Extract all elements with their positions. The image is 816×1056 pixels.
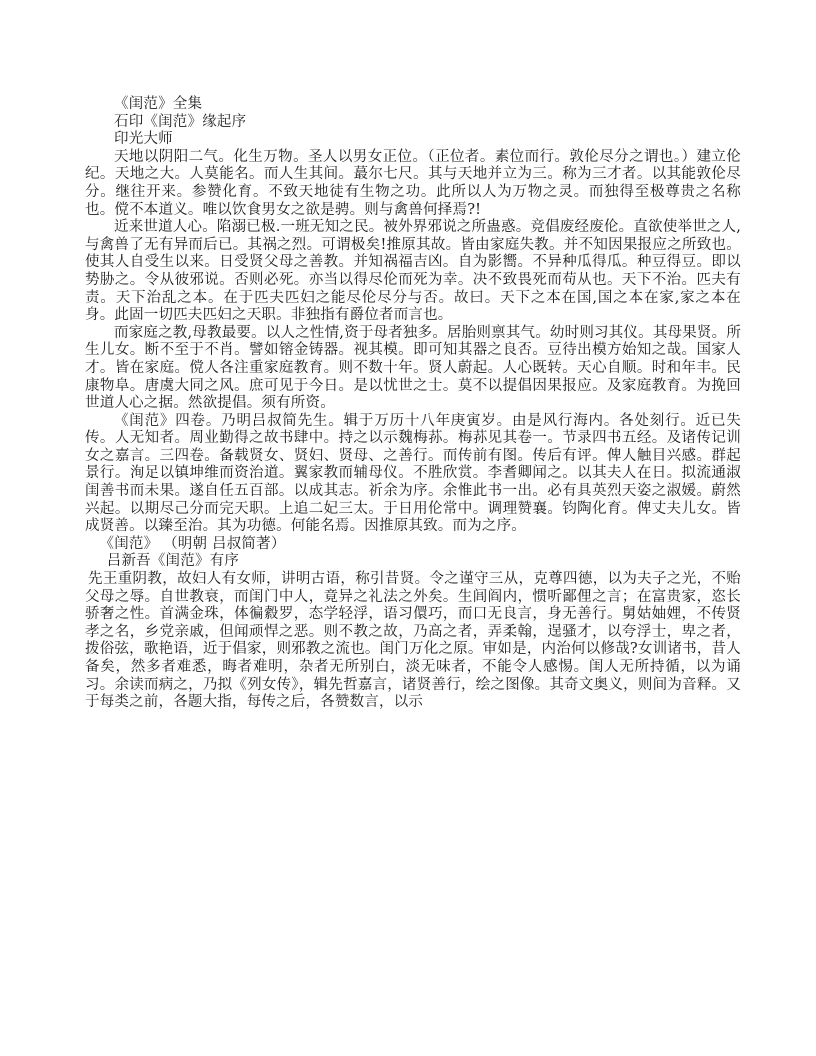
preface1-paragraph-3: 而家庭之教,母教最要。以人之性情,资于母者独多。居胎则禀其气。幼时则习其仪。其母果贤。所生儿女。断不至于不肖。譬如镕金铸器。视其模。即可知其器之良否。豆待出模方始知之哉。国家人才。皆在家庭。傥人各注重家庭教育。则不数十年。贤人蔚起。人心既转。天心自顺。时和年丰。民康物阜。唐虞大同之风。庶可见于今日。是以忧世之士。莫不以提倡因果报应。及家庭教育。为挽回世道人心之据。然欲提倡。须有所资。: [85, 324, 742, 412]
preface2-paragraph-1: 先王重阴教，故妇人有女师，讲明古语，称引昔贤。令之谨守三从，克尊四德，以为夫子之光，不贻父母之辱。自世教衰，而闺门中人，竟异之礼法之外矣。生闾阎内，惯听鄙俚之言；在富贵家，恣长骄奢之性。首满金珠，体徧縠罗，态学轻浮，语习儇巧，而口无良言，身无善行。舅姑妯娌，不传贤孝之名，乡党亲戚，但闻顽悍之恶。则不教之故，乃高之者，弄柔翰，逞骚才，以夸浮士，卑之者，拨俗弦，歌艳语，近于倡家，则邪教之流也。闺门万化之原。审如是，内治何以修哉?女训诸书，昔人备矣，然多者难悉，晦者难明，杂者无所别白，淡无味者，不能令人感惕。闺人无所持循，以为诵习。余读而病之，乃拟《列女传》，辑先哲嘉言，诸贤善行，绘之图像。其奇文奥义，则间为音释。又于每类之前，各题大指，每传之后，各赞数言，以示: [85, 571, 741, 711]
preface2-heading: 吕新吾《闺范》有序: [106, 553, 240, 570]
preface1-paragraph-2: 近来世道人心。陷溺已极.一班无知之民。被外界邪说之所蛊惑。竞倡废经废伦。直欲使举世之人,与禽兽了无有异而后已。其祸之烈。可谓极矣!推原其故。皆由家庭失教。并不知因果报应之所致也。使其人自受生以来。日受贤父母之善教。并知祸福吉凶。自为影嚮。不异种瓜得瓜。种豆得豆。即以势胁之。令从彼邪说。否则必死。亦当以得尽伦而死为幸。决不致畏死而苟从也。天下不治。匹夫有责。天下治乱之本。在于匹夫匹妇之能尽伦尽分与否。故曰。天下之本在国,国之本在家,家之本在身。此固一切匹夫匹妇之天职。非独指有爵位者而言也。: [85, 219, 742, 324]
preface1-heading: 石印《闺范》缘起序: [114, 113, 247, 130]
preface1-paragraph-4: 《闺范》四卷。乃明吕叔简先生。辑于万历十八年庚寅岁。由是风行海内。各处刻行。近已失传。人无知者。周业勤得之故书肆中。持之以示魏梅荪。梅荪见其卷一。节录四书五经。及诸传记训女之嘉言。三四卷。备载贤女、贤妇、贤母、之善行。而传前有图。传后有评。俾人触目兴感。群起景行。洵足以镇坤维而资治道。翼家教而辅母仪。不胜欣赏。李耆卿闻之。以其夫人在日。拟流通淑闺善书而未果。遂自任五百部。以成其志。祈余为序。余惟此书一出。必有具英烈天姿之淑媛。蔚然兴起。以期尽己分而完天职。上追二妃三太。于日用伦常中。调理赞襄。钧陶化育。俾丈夫儿女。皆成贤善。以臻至治。其为功德。何能名焉。因推原其致。而为之序。: [85, 412, 741, 535]
document-content: [85, 96, 741, 712]
preface1-author: 印光大师: [114, 131, 173, 148]
preface1-paragraph-1: 天地以阴阳二气。化生万物。圣人以男女正位。（正位者。素位而行。敦伦尽分之谓也。）建立伦纪。天地之大。人莫能名。而人生其间。蕞尔七尺。其与天地并立为三。称为三才者。以其能敦伦尽分。继往开来。参赞化育。不致天地徒有生物之功。此所以人为万物之灵。而独得至极尊贵之名称也。傥不本道义。唯以饮食男女之欲是骋。则与禽兽何择焉?!: [85, 148, 741, 218]
document-title: 《闺范》全集: [114, 96, 203, 112]
book-title-line: 《闺范》 （明朝 吕叔简著）: [99, 535, 286, 552]
